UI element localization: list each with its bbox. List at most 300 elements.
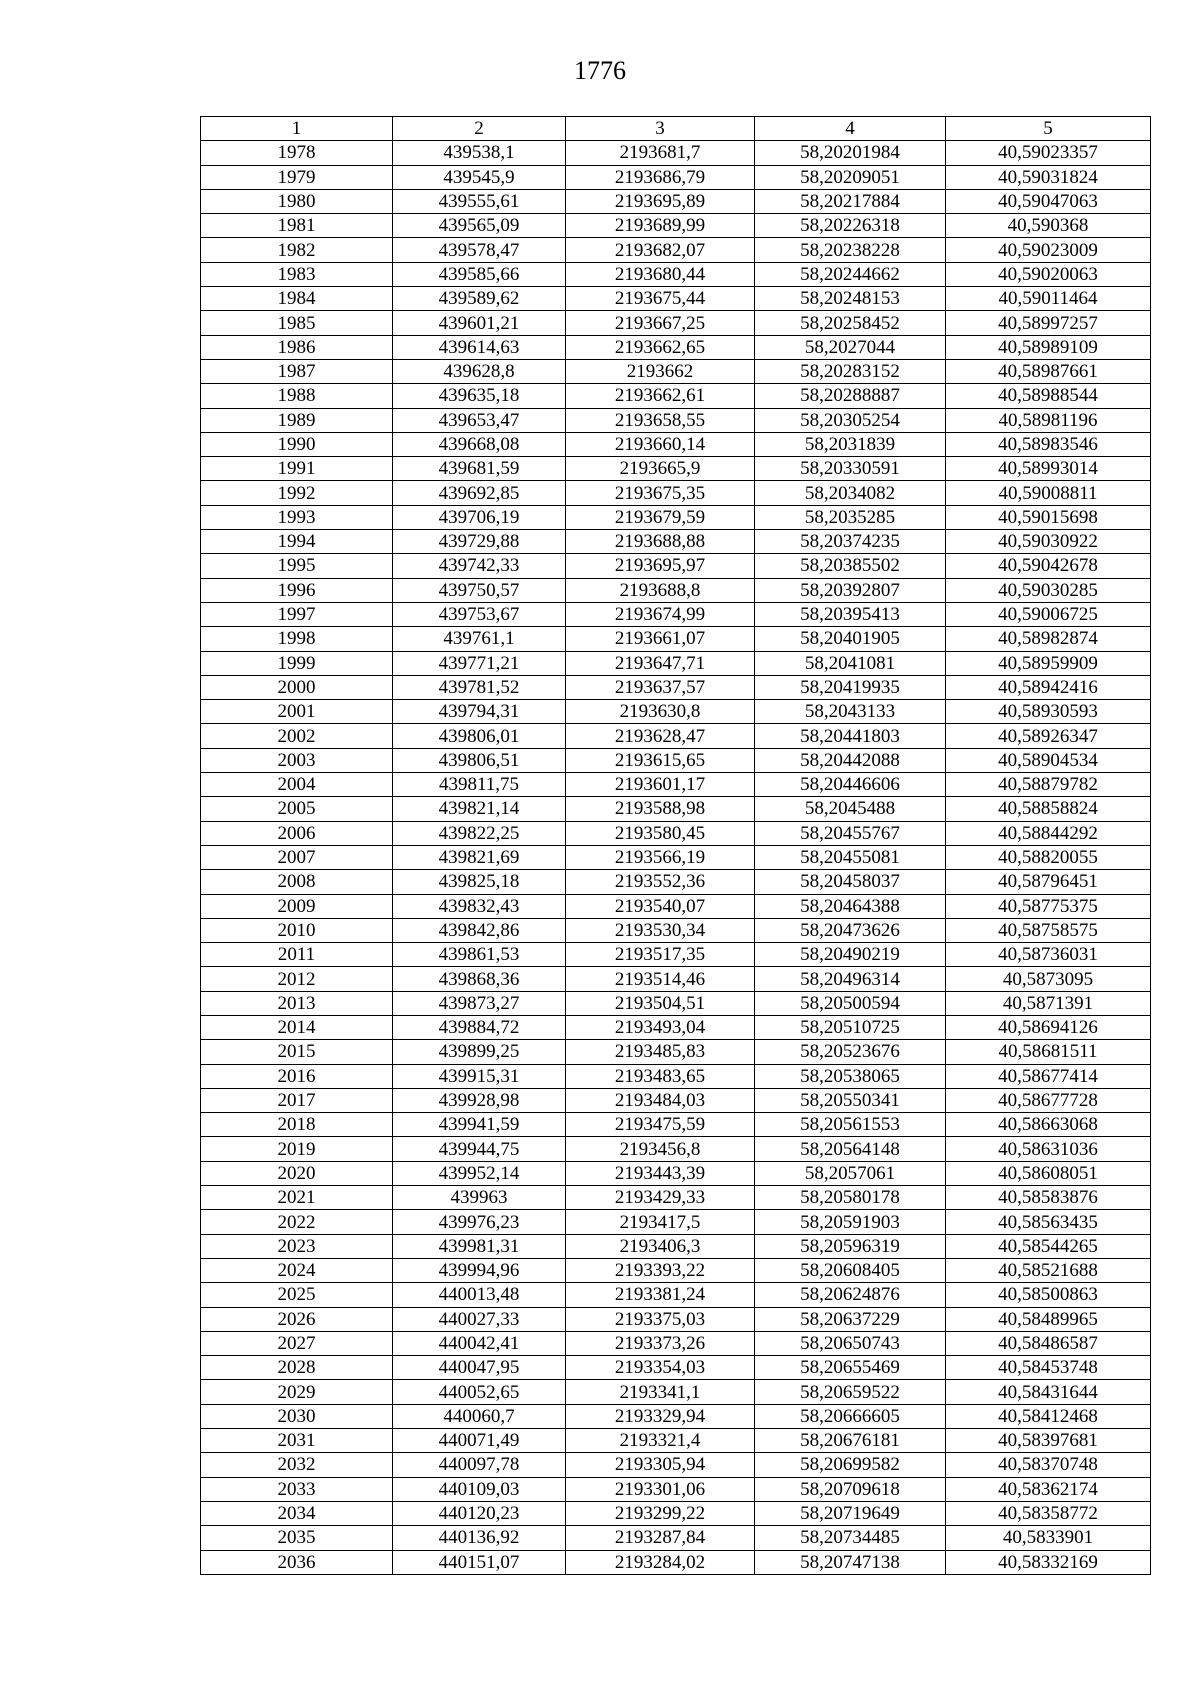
table-row bbox=[201, 1258, 1151, 1282]
table-row bbox=[201, 651, 1151, 675]
point-number-cell: 2035 bbox=[201, 1526, 393, 1550]
x-coordinate-cell: 439681,59 bbox=[393, 457, 566, 481]
point-number-cell: 2020 bbox=[201, 1161, 393, 1185]
y-coordinate-cell: 2193682,07 bbox=[566, 238, 755, 262]
x-coordinate-cell: 439994,96 bbox=[393, 1258, 566, 1282]
longitude-cell: 40,58879782 bbox=[946, 773, 1151, 797]
latitude-cell: 58,20446606 bbox=[755, 773, 946, 797]
y-coordinate-cell: 2193680,44 bbox=[566, 262, 755, 286]
point-number-cell: 1989 bbox=[201, 408, 393, 432]
point-number-cell: 2028 bbox=[201, 1356, 393, 1380]
longitude-cell: 40,58982874 bbox=[946, 627, 1151, 651]
longitude-cell: 40,58997257 bbox=[946, 311, 1151, 335]
y-coordinate-cell: 2193661,07 bbox=[566, 627, 755, 651]
longitude-cell: 40,58362174 bbox=[946, 1477, 1151, 1501]
point-number-cell: 1979 bbox=[201, 165, 393, 189]
y-coordinate-cell: 2193299,22 bbox=[566, 1501, 755, 1525]
y-coordinate-cell: 2193341,1 bbox=[566, 1380, 755, 1404]
y-coordinate-cell: 2193406,3 bbox=[566, 1234, 755, 1258]
longitude-cell: 40,58544265 bbox=[946, 1234, 1151, 1258]
point-number-cell: 2011 bbox=[201, 943, 393, 967]
x-coordinate-cell: 439861,53 bbox=[393, 943, 566, 967]
longitude-cell: 40,58486587 bbox=[946, 1331, 1151, 1355]
longitude-cell: 40,58500863 bbox=[946, 1283, 1151, 1307]
point-number-cell: 2002 bbox=[201, 724, 393, 748]
longitude-cell: 40,58631036 bbox=[946, 1137, 1151, 1161]
longitude-cell: 40,590368 bbox=[946, 214, 1151, 238]
y-coordinate-cell: 2193530,34 bbox=[566, 918, 755, 942]
table-row bbox=[201, 189, 1151, 213]
latitude-cell: 58,20217884 bbox=[755, 189, 946, 213]
x-coordinate-cell: 439635,18 bbox=[393, 384, 566, 408]
latitude-cell: 58,20283152 bbox=[755, 359, 946, 383]
y-coordinate-cell: 2193475,59 bbox=[566, 1113, 755, 1137]
latitude-cell: 58,20734485 bbox=[755, 1526, 946, 1550]
longitude-cell: 40,58796451 bbox=[946, 870, 1151, 894]
y-coordinate-cell: 2193580,45 bbox=[566, 821, 755, 845]
table-row bbox=[201, 359, 1151, 383]
latitude-cell: 58,20676181 bbox=[755, 1429, 946, 1453]
point-number-cell: 2008 bbox=[201, 870, 393, 894]
longitude-cell: 40,59042678 bbox=[946, 554, 1151, 578]
table-row bbox=[201, 748, 1151, 772]
latitude-cell: 58,20385502 bbox=[755, 554, 946, 578]
table-row bbox=[201, 287, 1151, 311]
x-coordinate-cell: 439832,43 bbox=[393, 894, 566, 918]
longitude-cell: 40,5873095 bbox=[946, 967, 1151, 991]
x-coordinate-cell: 439794,31 bbox=[393, 700, 566, 724]
table-row bbox=[201, 1015, 1151, 1039]
x-coordinate-cell: 439601,21 bbox=[393, 311, 566, 335]
latitude-cell: 58,2027044 bbox=[755, 335, 946, 359]
x-coordinate-cell: 439589,62 bbox=[393, 287, 566, 311]
x-coordinate-cell: 439822,25 bbox=[393, 821, 566, 845]
latitude-cell: 58,20473626 bbox=[755, 918, 946, 942]
table-row bbox=[201, 627, 1151, 651]
y-coordinate-cell: 2193566,19 bbox=[566, 845, 755, 869]
table-row bbox=[201, 870, 1151, 894]
point-number-cell: 1984 bbox=[201, 287, 393, 311]
point-number-cell: 1994 bbox=[201, 530, 393, 554]
point-number-cell: 2000 bbox=[201, 675, 393, 699]
latitude-cell: 58,20464388 bbox=[755, 894, 946, 918]
table-row bbox=[201, 335, 1151, 359]
y-coordinate-cell: 2193679,59 bbox=[566, 505, 755, 529]
point-number-cell: 1993 bbox=[201, 505, 393, 529]
table-row bbox=[201, 554, 1151, 578]
x-coordinate-cell: 439806,01 bbox=[393, 724, 566, 748]
y-coordinate-cell: 2193637,57 bbox=[566, 675, 755, 699]
y-coordinate-cell: 2193615,65 bbox=[566, 748, 755, 772]
longitude-cell: 40,59023357 bbox=[946, 141, 1151, 165]
x-coordinate-cell: 440071,49 bbox=[393, 1429, 566, 1453]
point-number-cell: 1990 bbox=[201, 432, 393, 456]
table-row bbox=[201, 578, 1151, 602]
y-coordinate-cell: 2193540,07 bbox=[566, 894, 755, 918]
y-coordinate-cell: 2193373,26 bbox=[566, 1331, 755, 1355]
table-row bbox=[201, 1526, 1151, 1550]
x-coordinate-cell: 439781,52 bbox=[393, 675, 566, 699]
point-number-cell: 2007 bbox=[201, 845, 393, 869]
longitude-cell: 40,58988544 bbox=[946, 384, 1151, 408]
x-coordinate-cell: 439729,88 bbox=[393, 530, 566, 554]
x-coordinate-cell: 440109,03 bbox=[393, 1477, 566, 1501]
longitude-cell: 40,58663068 bbox=[946, 1113, 1151, 1137]
latitude-cell: 58,20305254 bbox=[755, 408, 946, 432]
x-coordinate-cell: 440060,7 bbox=[393, 1404, 566, 1428]
table-row bbox=[201, 1501, 1151, 1525]
longitude-cell: 40,58332169 bbox=[946, 1550, 1151, 1574]
longitude-cell: 40,58370748 bbox=[946, 1453, 1151, 1477]
y-coordinate-cell: 2193667,25 bbox=[566, 311, 755, 335]
column-header: 3 bbox=[566, 117, 755, 141]
point-number-cell: 1986 bbox=[201, 335, 393, 359]
table-row bbox=[201, 1088, 1151, 1112]
table-row bbox=[201, 1453, 1151, 1477]
point-number-cell: 2019 bbox=[201, 1137, 393, 1161]
table-row bbox=[201, 1137, 1151, 1161]
y-coordinate-cell: 2193514,46 bbox=[566, 967, 755, 991]
longitude-cell: 40,58453748 bbox=[946, 1356, 1151, 1380]
table-row bbox=[201, 1331, 1151, 1355]
x-coordinate-cell: 439952,14 bbox=[393, 1161, 566, 1185]
table-row bbox=[201, 773, 1151, 797]
longitude-cell: 40,59020063 bbox=[946, 262, 1151, 286]
y-coordinate-cell: 2193675,44 bbox=[566, 287, 755, 311]
x-coordinate-cell: 439614,63 bbox=[393, 335, 566, 359]
point-number-cell: 2005 bbox=[201, 797, 393, 821]
y-coordinate-cell: 2193688,88 bbox=[566, 530, 755, 554]
x-coordinate-cell: 439842,86 bbox=[393, 918, 566, 942]
y-coordinate-cell: 2193601,17 bbox=[566, 773, 755, 797]
longitude-cell: 40,58930593 bbox=[946, 700, 1151, 724]
longitude-cell: 40,58608051 bbox=[946, 1161, 1151, 1185]
point-number-cell: 2016 bbox=[201, 1064, 393, 1088]
latitude-cell: 58,20596319 bbox=[755, 1234, 946, 1258]
latitude-cell: 58,20699582 bbox=[755, 1453, 946, 1477]
point-number-cell: 2036 bbox=[201, 1550, 393, 1574]
table-row bbox=[201, 1429, 1151, 1453]
y-coordinate-cell: 2193321,4 bbox=[566, 1429, 755, 1453]
point-number-cell: 2024 bbox=[201, 1258, 393, 1282]
latitude-cell: 58,20500594 bbox=[755, 991, 946, 1015]
y-coordinate-cell: 2193484,03 bbox=[566, 1088, 755, 1112]
longitude-cell: 40,58397681 bbox=[946, 1429, 1151, 1453]
y-coordinate-cell: 2193695,89 bbox=[566, 189, 755, 213]
x-coordinate-cell: 439761,1 bbox=[393, 627, 566, 651]
y-coordinate-cell: 2193662,61 bbox=[566, 384, 755, 408]
x-coordinate-cell: 439692,85 bbox=[393, 481, 566, 505]
y-coordinate-cell: 2193689,99 bbox=[566, 214, 755, 238]
point-number-cell: 1982 bbox=[201, 238, 393, 262]
latitude-cell: 58,20561553 bbox=[755, 1113, 946, 1137]
x-coordinate-cell: 439963 bbox=[393, 1186, 566, 1210]
point-number-cell: 1996 bbox=[201, 578, 393, 602]
table-row bbox=[201, 1356, 1151, 1380]
longitude-cell: 40,58983546 bbox=[946, 432, 1151, 456]
y-coordinate-cell: 2193665,9 bbox=[566, 457, 755, 481]
point-number-cell: 2004 bbox=[201, 773, 393, 797]
latitude-cell: 58,2045488 bbox=[755, 797, 946, 821]
x-coordinate-cell: 440027,33 bbox=[393, 1307, 566, 1331]
column-header: 5 bbox=[946, 117, 1151, 141]
table-row bbox=[201, 943, 1151, 967]
y-coordinate-cell: 2193628,47 bbox=[566, 724, 755, 748]
longitude-cell: 40,58758575 bbox=[946, 918, 1151, 942]
point-number-cell: 2025 bbox=[201, 1283, 393, 1307]
table-header-row bbox=[201, 117, 1151, 141]
table-row bbox=[201, 238, 1151, 262]
point-number-cell: 1988 bbox=[201, 384, 393, 408]
y-coordinate-cell: 2193674,99 bbox=[566, 602, 755, 626]
y-coordinate-cell: 2193381,24 bbox=[566, 1283, 755, 1307]
table-row bbox=[201, 1307, 1151, 1331]
table-row bbox=[201, 1186, 1151, 1210]
point-number-cell: 2018 bbox=[201, 1113, 393, 1137]
latitude-cell: 58,20209051 bbox=[755, 165, 946, 189]
y-coordinate-cell: 2193675,35 bbox=[566, 481, 755, 505]
table-row bbox=[201, 505, 1151, 529]
point-number-cell: 2023 bbox=[201, 1234, 393, 1258]
latitude-cell: 58,2057061 bbox=[755, 1161, 946, 1185]
point-number-cell: 2001 bbox=[201, 700, 393, 724]
latitude-cell: 58,20201984 bbox=[755, 141, 946, 165]
latitude-cell: 58,20395413 bbox=[755, 602, 946, 626]
point-number-cell: 1981 bbox=[201, 214, 393, 238]
x-coordinate-cell: 439976,23 bbox=[393, 1210, 566, 1234]
point-number-cell: 1999 bbox=[201, 651, 393, 675]
x-coordinate-cell: 439706,19 bbox=[393, 505, 566, 529]
longitude-cell: 40,59006725 bbox=[946, 602, 1151, 626]
longitude-cell: 40,5871391 bbox=[946, 991, 1151, 1015]
y-coordinate-cell: 2193417,5 bbox=[566, 1210, 755, 1234]
point-number-cell: 1987 bbox=[201, 359, 393, 383]
latitude-cell: 58,20496314 bbox=[755, 967, 946, 991]
longitude-cell: 40,58412468 bbox=[946, 1404, 1151, 1428]
latitude-cell: 58,20550341 bbox=[755, 1088, 946, 1112]
x-coordinate-cell: 439884,72 bbox=[393, 1015, 566, 1039]
point-number-cell: 2010 bbox=[201, 918, 393, 942]
table-body bbox=[201, 141, 1151, 1575]
latitude-cell: 58,20510725 bbox=[755, 1015, 946, 1039]
table-row bbox=[201, 700, 1151, 724]
longitude-cell: 40,58981196 bbox=[946, 408, 1151, 432]
point-number-cell: 2012 bbox=[201, 967, 393, 991]
point-number-cell: 2022 bbox=[201, 1210, 393, 1234]
y-coordinate-cell: 2193301,06 bbox=[566, 1477, 755, 1501]
point-number-cell: 2015 bbox=[201, 1040, 393, 1064]
x-coordinate-cell: 440136,92 bbox=[393, 1526, 566, 1550]
x-coordinate-cell: 439868,36 bbox=[393, 967, 566, 991]
latitude-cell: 58,20458037 bbox=[755, 870, 946, 894]
latitude-cell: 58,20564148 bbox=[755, 1137, 946, 1161]
x-coordinate-cell: 439545,9 bbox=[393, 165, 566, 189]
longitude-cell: 40,58959909 bbox=[946, 651, 1151, 675]
table-row bbox=[201, 1113, 1151, 1137]
page-number: 1776 bbox=[574, 56, 626, 85]
point-number-cell: 2027 bbox=[201, 1331, 393, 1355]
x-coordinate-cell: 439825,18 bbox=[393, 870, 566, 894]
y-coordinate-cell: 2193284,02 bbox=[566, 1550, 755, 1574]
longitude-cell: 40,58563435 bbox=[946, 1210, 1151, 1234]
y-coordinate-cell: 2193658,55 bbox=[566, 408, 755, 432]
y-coordinate-cell: 2193483,65 bbox=[566, 1064, 755, 1088]
table-row bbox=[201, 165, 1151, 189]
x-coordinate-cell: 439899,25 bbox=[393, 1040, 566, 1064]
point-number-cell: 1998 bbox=[201, 627, 393, 651]
x-coordinate-cell: 439750,57 bbox=[393, 578, 566, 602]
latitude-cell: 58,20455767 bbox=[755, 821, 946, 845]
latitude-cell: 58,20580178 bbox=[755, 1186, 946, 1210]
table-row bbox=[201, 1283, 1151, 1307]
latitude-cell: 58,20392807 bbox=[755, 578, 946, 602]
x-coordinate-cell: 439538,1 bbox=[393, 141, 566, 165]
latitude-cell: 58,2035285 bbox=[755, 505, 946, 529]
table-row bbox=[201, 214, 1151, 238]
column-header: 2 bbox=[393, 117, 566, 141]
longitude-cell: 40,59011464 bbox=[946, 287, 1151, 311]
longitude-cell: 40,58521688 bbox=[946, 1258, 1151, 1282]
table-row bbox=[201, 1550, 1151, 1574]
table-row bbox=[201, 262, 1151, 286]
x-coordinate-cell: 440151,07 bbox=[393, 1550, 566, 1574]
latitude-cell: 58,20709618 bbox=[755, 1477, 946, 1501]
table-row bbox=[201, 1380, 1151, 1404]
longitude-cell: 40,58775375 bbox=[946, 894, 1151, 918]
latitude-cell: 58,20719649 bbox=[755, 1501, 946, 1525]
x-coordinate-cell: 439753,67 bbox=[393, 602, 566, 626]
latitude-cell: 58,20288887 bbox=[755, 384, 946, 408]
latitude-cell: 58,2034082 bbox=[755, 481, 946, 505]
x-coordinate-cell: 439821,69 bbox=[393, 845, 566, 869]
latitude-cell: 58,20248153 bbox=[755, 287, 946, 311]
point-number-cell: 2017 bbox=[201, 1088, 393, 1112]
longitude-cell: 40,59008811 bbox=[946, 481, 1151, 505]
table-row bbox=[201, 1234, 1151, 1258]
table-row bbox=[201, 602, 1151, 626]
longitude-cell: 40,58993014 bbox=[946, 457, 1151, 481]
table-row bbox=[201, 457, 1151, 481]
longitude-cell: 40,58694126 bbox=[946, 1015, 1151, 1039]
table-row bbox=[201, 481, 1151, 505]
column-header: 1 bbox=[201, 117, 393, 141]
longitude-cell: 40,58926347 bbox=[946, 724, 1151, 748]
table-row bbox=[201, 432, 1151, 456]
latitude-cell: 58,20523676 bbox=[755, 1040, 946, 1064]
x-coordinate-cell: 440120,23 bbox=[393, 1501, 566, 1525]
point-number-cell: 1995 bbox=[201, 554, 393, 578]
longitude-cell: 40,58858824 bbox=[946, 797, 1151, 821]
table-row bbox=[201, 1404, 1151, 1428]
x-coordinate-cell: 439668,08 bbox=[393, 432, 566, 456]
y-coordinate-cell: 2193695,97 bbox=[566, 554, 755, 578]
table-row bbox=[201, 1040, 1151, 1064]
point-number-cell: 1992 bbox=[201, 481, 393, 505]
y-coordinate-cell: 2193354,03 bbox=[566, 1356, 755, 1380]
longitude-cell: 40,59031824 bbox=[946, 165, 1151, 189]
latitude-cell: 58,20655469 bbox=[755, 1356, 946, 1380]
point-number-cell: 2006 bbox=[201, 821, 393, 845]
y-coordinate-cell: 2193681,7 bbox=[566, 141, 755, 165]
point-number-cell: 2029 bbox=[201, 1380, 393, 1404]
longitude-cell: 40,5833901 bbox=[946, 1526, 1151, 1550]
coordinates-table bbox=[200, 116, 1151, 1575]
table-row bbox=[201, 675, 1151, 699]
longitude-cell: 40,58681511 bbox=[946, 1040, 1151, 1064]
table-row bbox=[201, 1064, 1151, 1088]
table-row bbox=[201, 845, 1151, 869]
longitude-cell: 40,59047063 bbox=[946, 189, 1151, 213]
x-coordinate-cell: 439806,51 bbox=[393, 748, 566, 772]
x-coordinate-cell: 439821,14 bbox=[393, 797, 566, 821]
point-number-cell: 1991 bbox=[201, 457, 393, 481]
longitude-cell: 40,59015698 bbox=[946, 505, 1151, 529]
point-number-cell: 2032 bbox=[201, 1453, 393, 1477]
latitude-cell: 58,20637229 bbox=[755, 1307, 946, 1331]
y-coordinate-cell: 2193686,79 bbox=[566, 165, 755, 189]
latitude-cell: 58,20374235 bbox=[755, 530, 946, 554]
x-coordinate-cell: 439944,75 bbox=[393, 1137, 566, 1161]
latitude-cell: 58,20258452 bbox=[755, 311, 946, 335]
column-header: 4 bbox=[755, 117, 946, 141]
latitude-cell: 58,20401905 bbox=[755, 627, 946, 651]
latitude-cell: 58,20244662 bbox=[755, 262, 946, 286]
y-coordinate-cell: 2193588,98 bbox=[566, 797, 755, 821]
table-row bbox=[201, 1161, 1151, 1185]
x-coordinate-cell: 439742,33 bbox=[393, 554, 566, 578]
longitude-cell: 40,58358772 bbox=[946, 1501, 1151, 1525]
latitude-cell: 58,20659522 bbox=[755, 1380, 946, 1404]
x-coordinate-cell: 439585,66 bbox=[393, 262, 566, 286]
y-coordinate-cell: 2193456,8 bbox=[566, 1137, 755, 1161]
x-coordinate-cell: 439565,09 bbox=[393, 214, 566, 238]
y-coordinate-cell: 2193688,8 bbox=[566, 578, 755, 602]
table-row bbox=[201, 1477, 1151, 1501]
y-coordinate-cell: 2193493,04 bbox=[566, 1015, 755, 1039]
longitude-cell: 40,59023009 bbox=[946, 238, 1151, 262]
latitude-cell: 58,2031839 bbox=[755, 432, 946, 456]
x-coordinate-cell: 439653,47 bbox=[393, 408, 566, 432]
longitude-cell: 40,58736031 bbox=[946, 943, 1151, 967]
x-coordinate-cell: 439928,98 bbox=[393, 1088, 566, 1112]
point-number-cell: 1978 bbox=[201, 141, 393, 165]
x-coordinate-cell: 440013,48 bbox=[393, 1283, 566, 1307]
point-number-cell: 1983 bbox=[201, 262, 393, 286]
latitude-cell: 58,20419935 bbox=[755, 675, 946, 699]
longitude-cell: 40,58942416 bbox=[946, 675, 1151, 699]
longitude-cell: 40,58904534 bbox=[946, 748, 1151, 772]
longitude-cell: 40,58820055 bbox=[946, 845, 1151, 869]
longitude-cell: 40,59030922 bbox=[946, 530, 1151, 554]
latitude-cell: 58,2041081 bbox=[755, 651, 946, 675]
x-coordinate-cell: 439628,8 bbox=[393, 359, 566, 383]
longitude-cell: 40,58989109 bbox=[946, 335, 1151, 359]
x-coordinate-cell: 440047,95 bbox=[393, 1356, 566, 1380]
table-row bbox=[201, 797, 1151, 821]
latitude-cell: 58,20666605 bbox=[755, 1404, 946, 1428]
x-coordinate-cell: 440097,78 bbox=[393, 1453, 566, 1477]
x-coordinate-cell: 439811,75 bbox=[393, 773, 566, 797]
latitude-cell: 58,20591903 bbox=[755, 1210, 946, 1234]
y-coordinate-cell: 2193662 bbox=[566, 359, 755, 383]
y-coordinate-cell: 2193287,84 bbox=[566, 1526, 755, 1550]
y-coordinate-cell: 2193647,71 bbox=[566, 651, 755, 675]
x-coordinate-cell: 439915,31 bbox=[393, 1064, 566, 1088]
y-coordinate-cell: 2193393,22 bbox=[566, 1258, 755, 1282]
table-row bbox=[201, 141, 1151, 165]
table-row bbox=[201, 894, 1151, 918]
y-coordinate-cell: 2193429,33 bbox=[566, 1186, 755, 1210]
